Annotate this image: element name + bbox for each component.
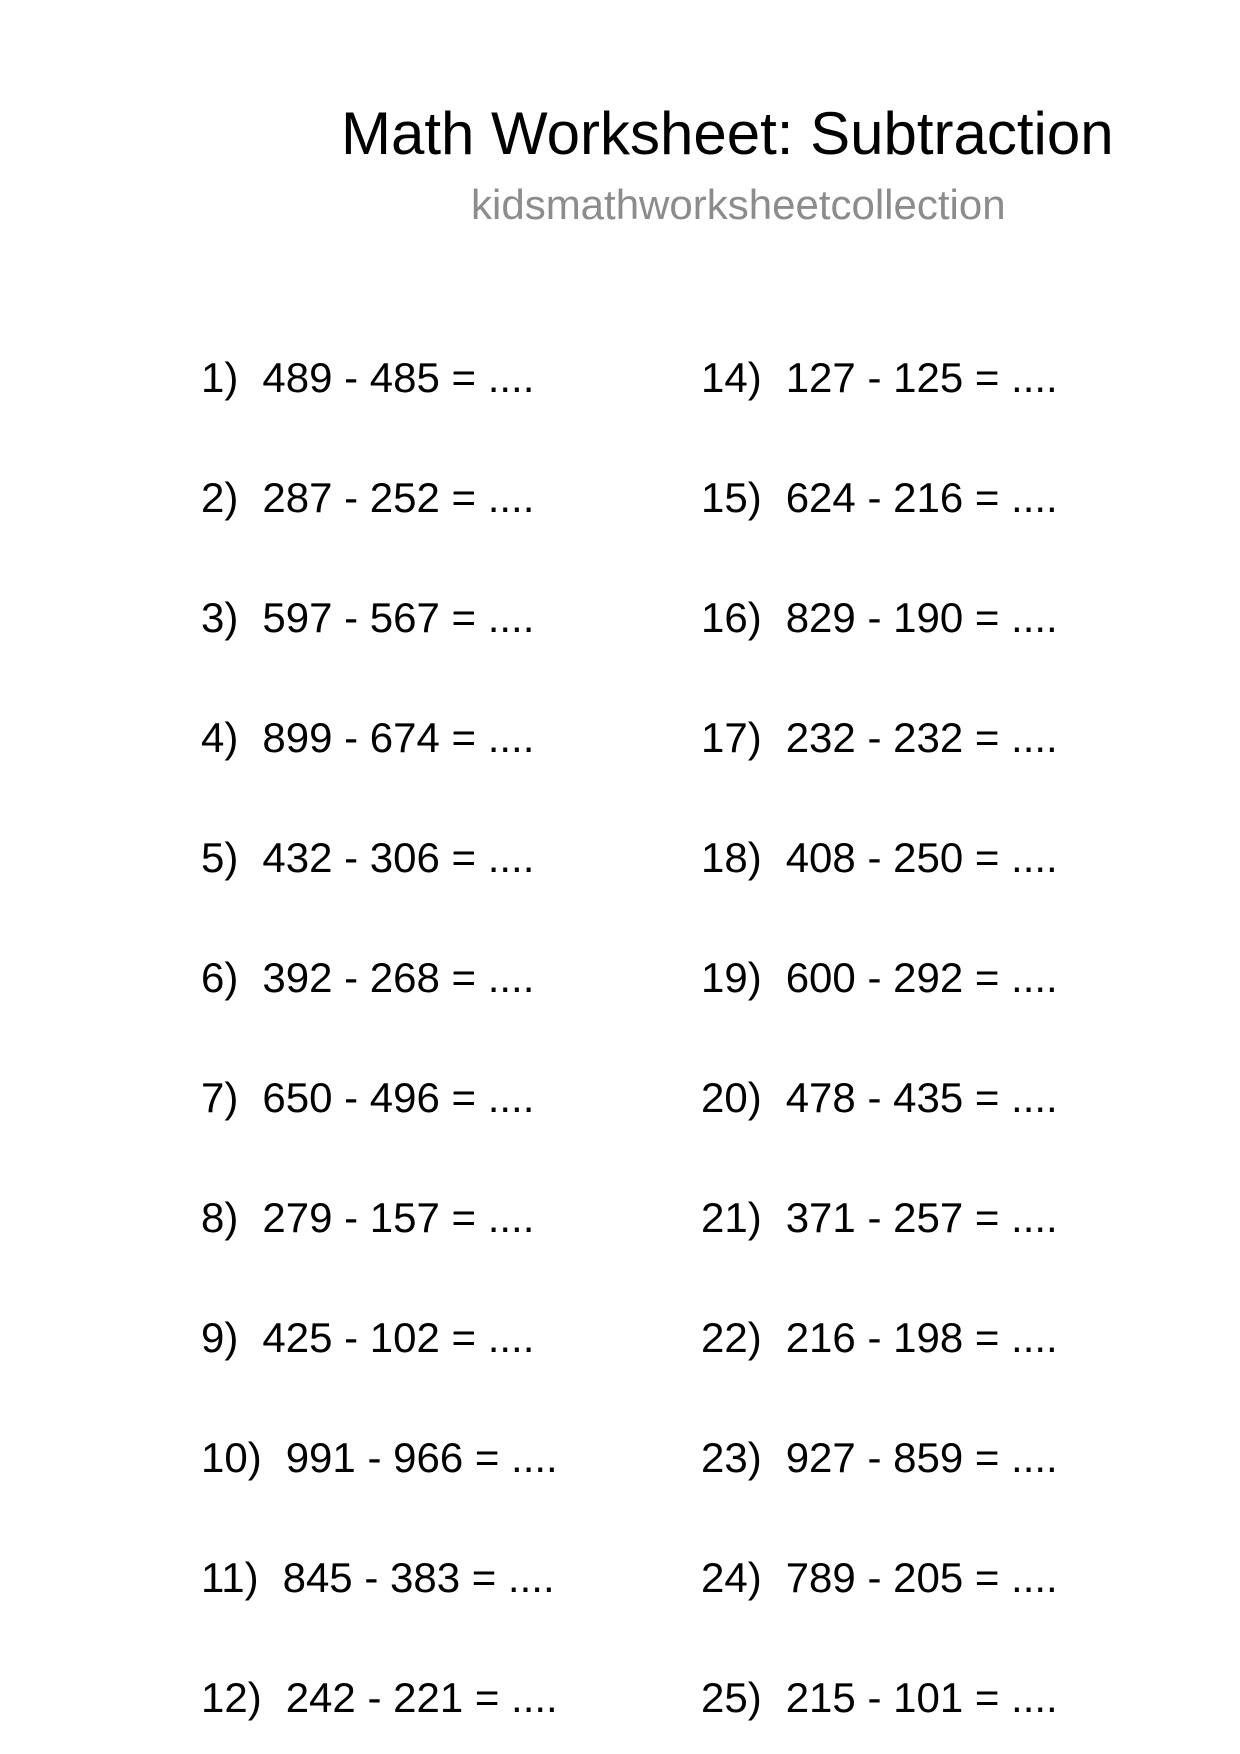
problem-expression: 287 - 252 = .... [262, 474, 535, 521]
problem-number: 11) [201, 1554, 259, 1601]
problem-item [701, 468, 1058, 528]
problem-item [201, 468, 534, 528]
problem-item [701, 588, 1058, 648]
problem-item [201, 708, 534, 768]
problem-expression: 600 - 292 = .... [785, 954, 1058, 1001]
problem-expression: 432 - 306 = .... [262, 834, 535, 881]
problem-expression: 127 - 125 = .... [785, 354, 1058, 401]
problem-expression: 408 - 250 = .... [785, 834, 1058, 881]
problem-expression: 650 - 496 = .... [262, 1074, 535, 1121]
problem-number: 15) [701, 474, 762, 521]
problem-number: 1) [201, 354, 239, 401]
problem-expression: 279 - 157 = .... [262, 1194, 535, 1241]
problem-expression: 899 - 674 = .... [262, 714, 535, 761]
problem-item [201, 948, 534, 1008]
problem-expression: 232 - 232 = .... [785, 714, 1058, 761]
problem-number: 4) [201, 714, 239, 761]
problem-number: 14) [701, 354, 762, 401]
problem-expression: 392 - 268 = .... [262, 954, 535, 1001]
problem-item [701, 1188, 1058, 1248]
problem-item [201, 1548, 555, 1608]
problem-number: 6) [201, 954, 239, 1001]
problem-expression: 242 - 221 = .... [285, 1674, 558, 1721]
problem-item [201, 1668, 558, 1728]
problem-item [201, 588, 534, 648]
problem-number: 12) [201, 1674, 262, 1721]
problem-expression: 478 - 435 = .... [785, 1074, 1058, 1121]
problem-expression: 371 - 257 = .... [785, 1194, 1058, 1241]
problem-expression: 216 - 198 = .... [785, 1314, 1058, 1361]
problem-item [201, 1068, 534, 1128]
problem-number: 9) [201, 1314, 239, 1361]
problem-item [701, 1668, 1058, 1728]
problem-item [701, 948, 1058, 1008]
problem-item [201, 1428, 558, 1488]
problem-item [201, 1308, 534, 1368]
problem-number: 7) [201, 1074, 239, 1121]
problem-number: 25) [701, 1674, 762, 1721]
page-subtitle: kidsmathworksheetcollection [471, 181, 1006, 228]
problem-expression: 624 - 216 = .... [785, 474, 1058, 521]
problem-number: 2) [201, 474, 239, 521]
problem-number: 19) [701, 954, 762, 1001]
problem-item [701, 1308, 1058, 1368]
problem-expression: 489 - 485 = .... [262, 354, 535, 401]
problem-number: 16) [701, 594, 762, 641]
problem-item [701, 708, 1058, 768]
problem-item [701, 828, 1058, 888]
problem-number: 24) [701, 1554, 762, 1601]
problem-expression: 789 - 205 = .... [785, 1554, 1058, 1601]
problem-number: 22) [701, 1314, 762, 1361]
problem-item [201, 1188, 534, 1248]
problem-number: 10) [201, 1434, 262, 1481]
page-title: Math Worksheet: Subtraction [341, 100, 1114, 167]
problem-item [701, 1428, 1058, 1488]
problem-number: 18) [701, 834, 762, 881]
problem-expression: 829 - 190 = .... [785, 594, 1058, 641]
problem-number: 20) [701, 1074, 762, 1121]
problem-item [201, 828, 534, 888]
problem-number: 5) [201, 834, 239, 881]
problem-expression: 425 - 102 = .... [262, 1314, 535, 1361]
problem-number: 8) [201, 1194, 239, 1241]
problem-expression: 991 - 966 = .... [285, 1434, 558, 1481]
problem-item [701, 1068, 1058, 1128]
problem-number: 17) [701, 714, 762, 761]
problem-number: 23) [701, 1434, 762, 1481]
problem-expression: 845 - 383 = .... [282, 1554, 555, 1601]
problem-number: 21) [701, 1194, 762, 1241]
problem-item [701, 348, 1058, 408]
problem-expression: 927 - 859 = .... [785, 1434, 1058, 1481]
problem-item [201, 348, 534, 408]
problem-item [701, 1548, 1058, 1608]
problem-expression: 597 - 567 = .... [262, 594, 535, 641]
problem-number: 3) [201, 594, 239, 641]
problem-expression: 215 - 101 = .... [785, 1674, 1058, 1721]
